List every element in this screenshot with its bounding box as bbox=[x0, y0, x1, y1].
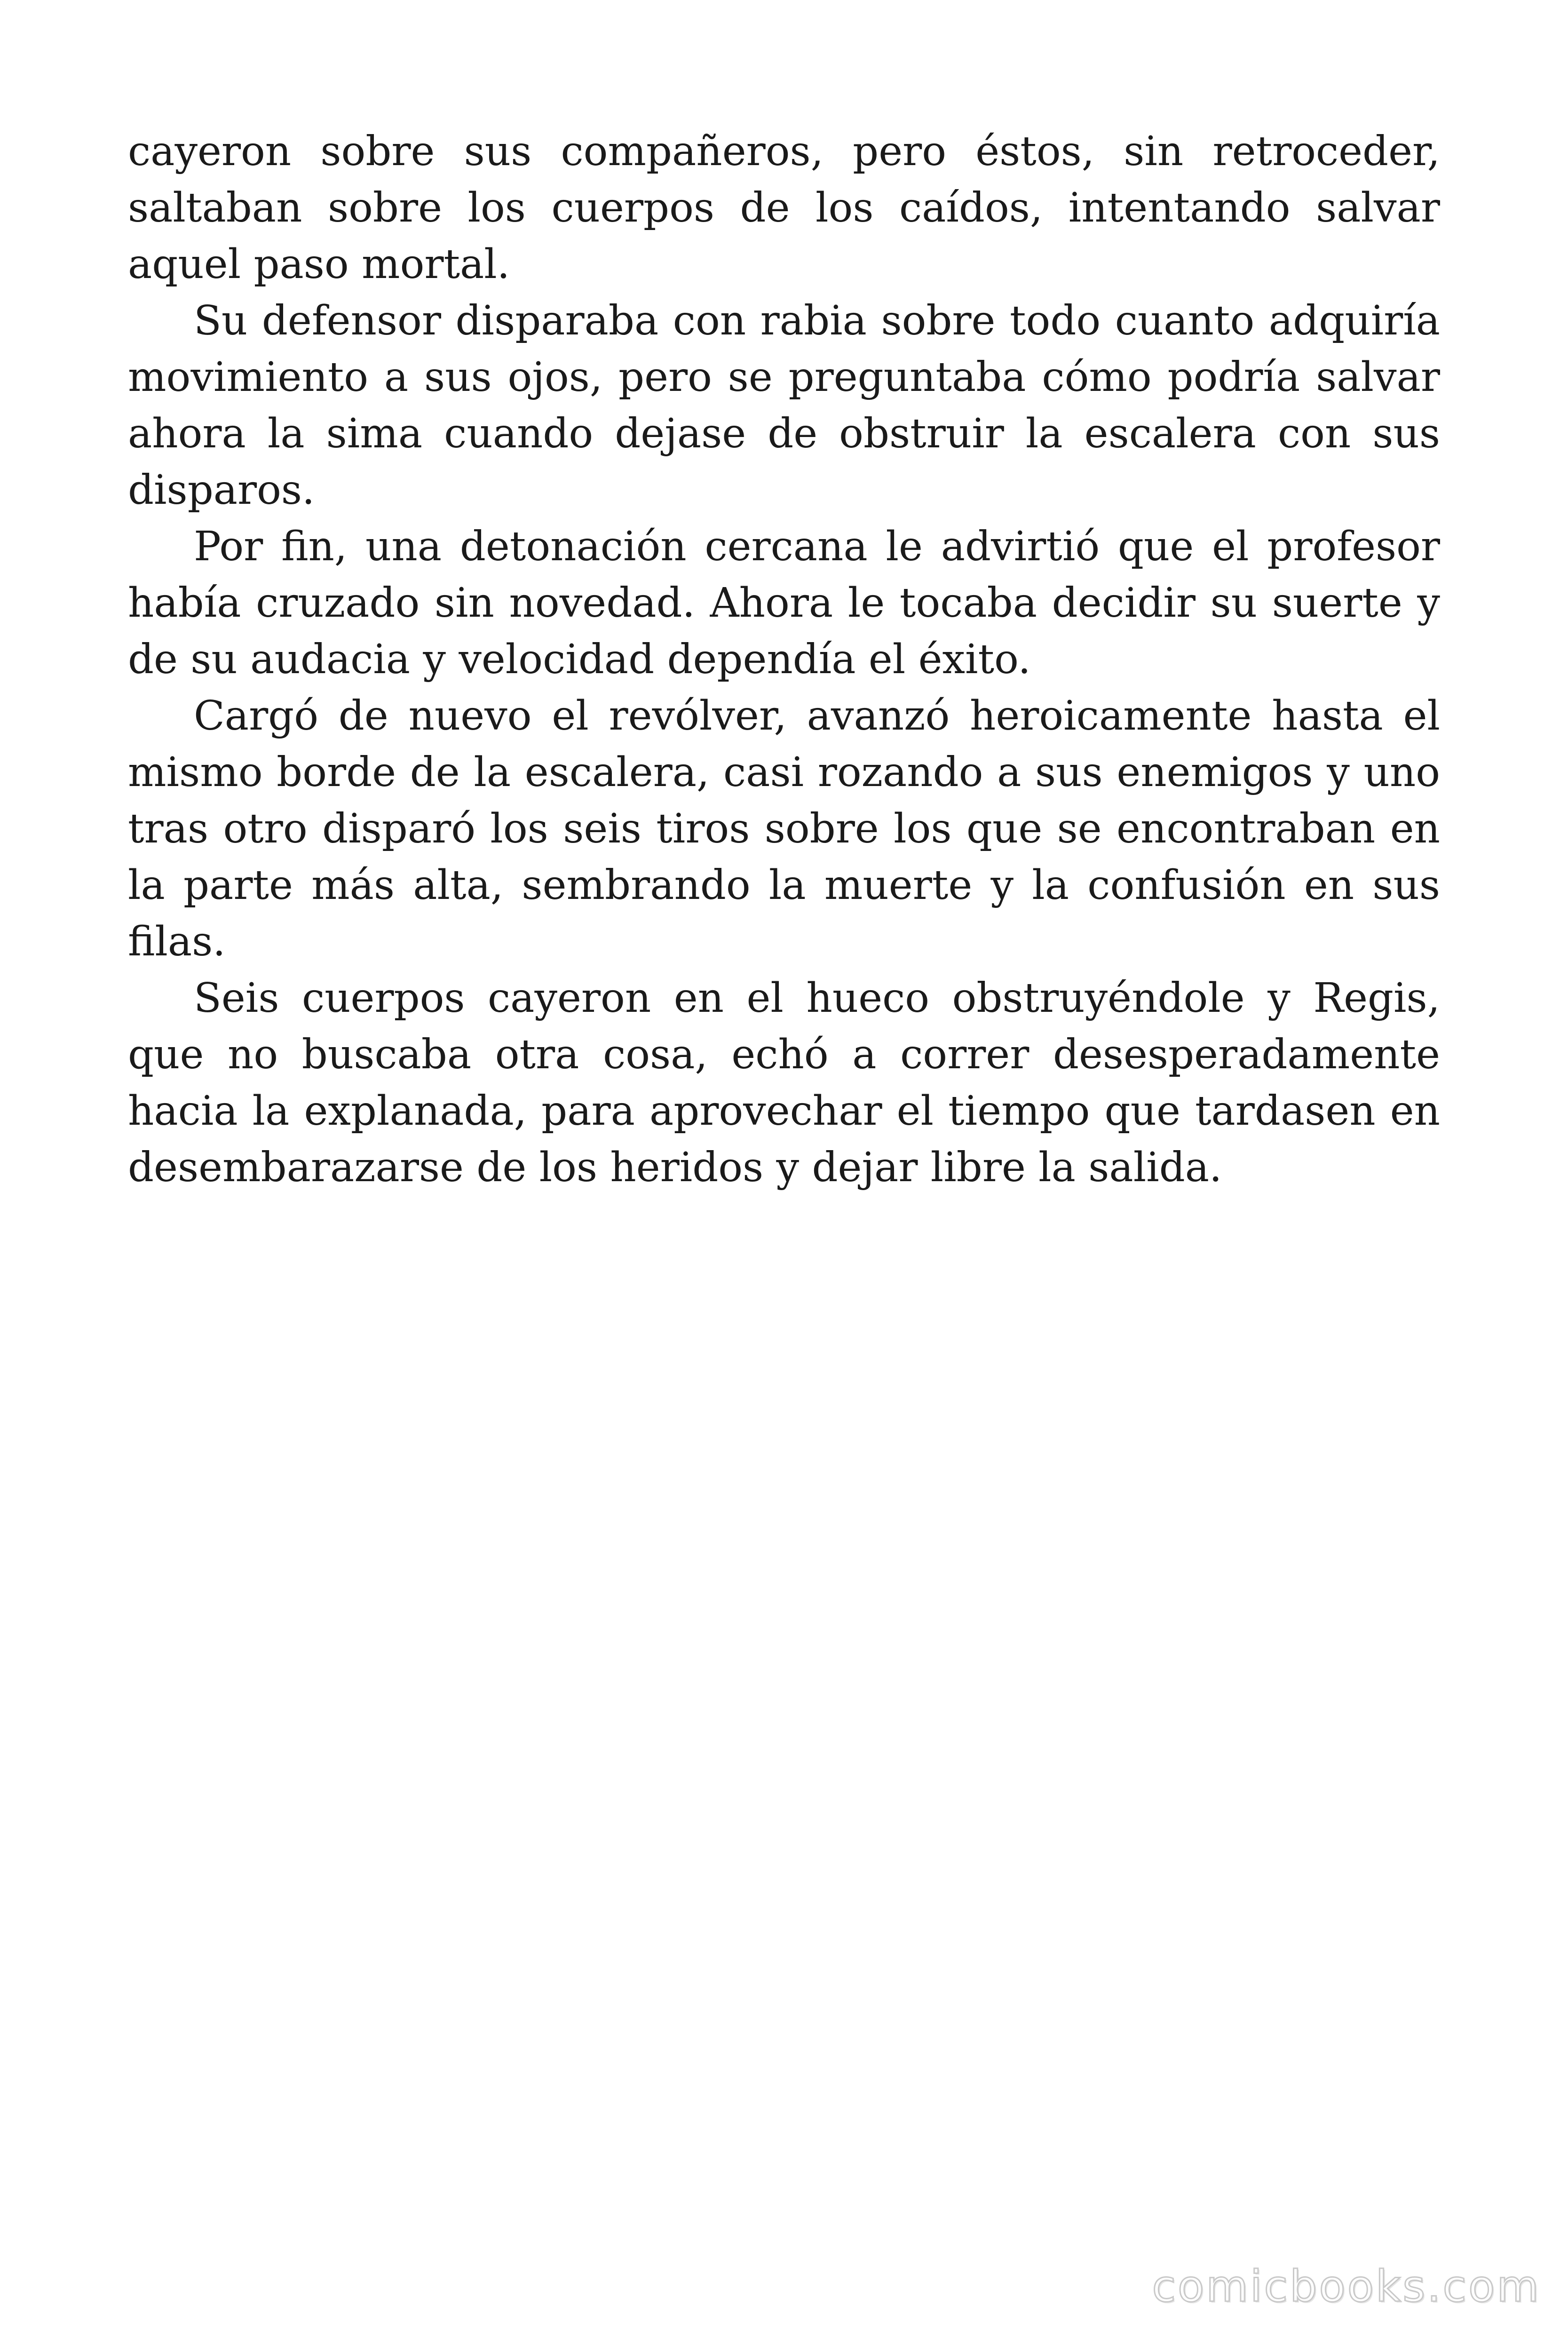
paragraph-1: cayeron sobre sus compañeros, pero éstos, sin retroceder, saltaban sobre los cuerpos de los caídos, intentando salvar aquel paso mortal. bbox=[128, 128, 1440, 288]
paragraph-4: Cargó de nuevo el revólver, avanzó heroicamente hasta el mismo borde de la escalera, casi rozando a sus enemigos y uno tras otro disparó los seis tiros sobre los que se encontraban en la parte más alta, sembrando la muerte y la confusión en sus filas. bbox=[128, 692, 1440, 965]
paragraph-5: Seis cuerpos cayeron en el hueco obstruyéndole y Regis, que no buscaba otra cosa, echó a correr desesperadamente hacia la explanada, para aprovechar el tiempo que tardasen en desembarazarse de los heridos y dejar libre la salida. bbox=[128, 975, 1440, 1191]
watermark: comicbooks.com bbox=[1152, 2261, 1541, 2312]
page-body bbox=[128, 123, 1440, 1196]
paragraph-3: Por fin, una detonación cercana le advirtió que el profesor había cruzado sin novedad. Ahora le tocaba decidir su suerte y de su audacia y velocidad dependía el éxito. bbox=[128, 523, 1440, 683]
paragraph-2: Su defensor disparaba con rabia sobre todo cuanto adquiría movimiento a sus ojos, pero se preguntaba cómo podría salvar ahora la sima cuando dejase de obstruir la escalera con sus disparos. bbox=[128, 297, 1440, 514]
